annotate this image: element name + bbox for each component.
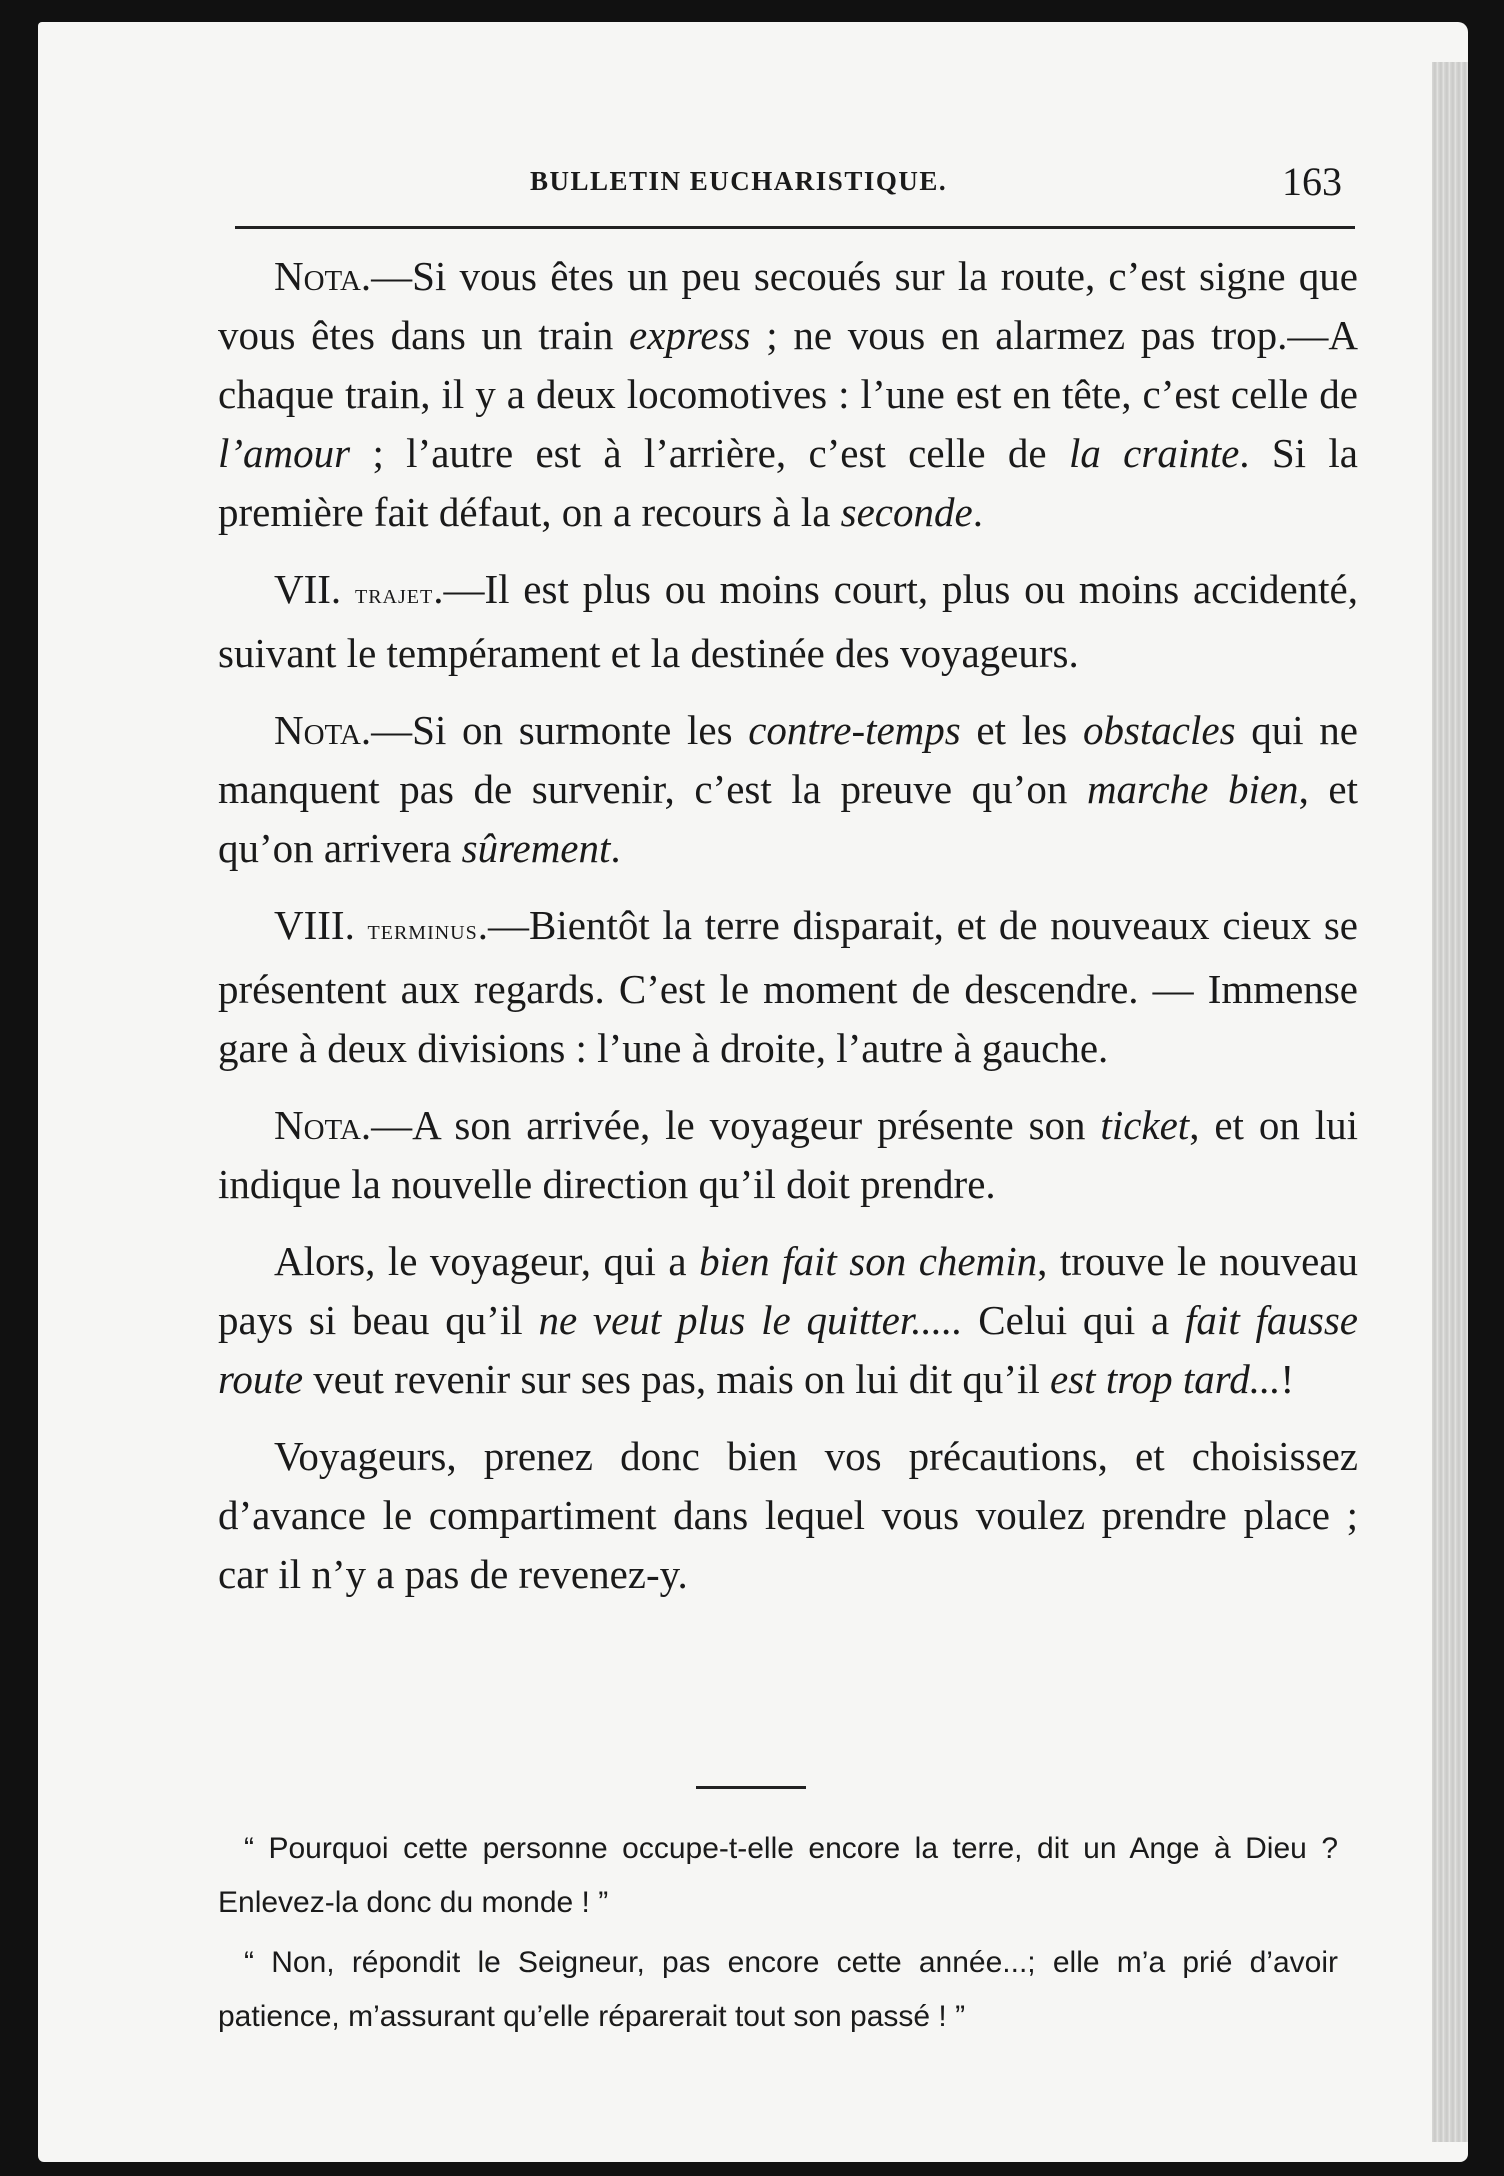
running-head (218, 140, 1358, 204)
paragraph-nota-1 (218, 247, 1358, 542)
text-run: .—Si on surmonte les (360, 707, 749, 753)
book-page (38, 22, 1468, 2162)
text-run: .—Si vous êtes un peu secoués sur la route, c’est signe que vous êtes dans un train (218, 253, 1358, 358)
text-run: , et qu’on arrivera (218, 766, 1358, 871)
paragraph-terminus (218, 896, 1358, 1078)
text-run: veut revenir sur ses pas, mais on lui dit qu’il (303, 1356, 1051, 1402)
italic-run: ne veut plus le quitter..... (538, 1297, 963, 1343)
page-edge-shadow (1432, 62, 1468, 2142)
section-divider (696, 1786, 806, 1789)
footnotes (218, 1822, 1338, 2050)
paragraph-trajet (218, 560, 1358, 683)
header-rule (235, 226, 1355, 229)
text-run: . Si la première fait défaut, on a recours à la (218, 430, 1358, 535)
footnote-2: “ Non, répondit le Seigneur, pas encore cette année...; elle m’a prié d’avoir patience, m’assurant qu’elle réparerait tout son passé ! ” (218, 1946, 1338, 2033)
nota-label: Nota (274, 253, 361, 299)
text-run: ! (1280, 1356, 1295, 1402)
italic-run: contre-temps (748, 707, 961, 753)
section-title: trajet (354, 579, 434, 610)
text-run: ; l’autre est à l’arrière, c’est celle de (350, 430, 1069, 476)
text-run: Celui qui a (962, 1297, 1186, 1343)
italic-run: bien fait son chemin (699, 1238, 1038, 1284)
italic-run: obstacles (1082, 707, 1236, 753)
italic-run: sûrement (461, 825, 611, 871)
italic-run: ticket (1100, 1102, 1190, 1148)
running-title: BULLETIN EUCHARISTIQUE. (530, 166, 948, 196)
text-run: , et on lui indique la nouvelle direction qu’il doit prendre. (218, 1102, 1359, 1207)
section-number: VII. (274, 566, 355, 612)
text-run: , trouve le nouveau pays si beau qu’il (218, 1238, 1358, 1343)
text-run: ; ne vous en alarmez pas trop.—A chaque train, il y a deux locomotives : l’une est en tête, c’est celle de (218, 312, 1359, 417)
footnote-1: “ Pourquoi cette personne occupe-t-elle encore la terre, dit un Ange à Dieu ? Enlevez-la donc du monde ! ” (218, 1832, 1338, 1919)
text-run: Alors, le voyageur, qui a (274, 1238, 700, 1284)
text-run: .—Il est plus ou moins court, plus ou moins accidenté, suivant le tempérament et la destinée des voyageurs. (218, 566, 1358, 676)
page-number: 163 (1282, 159, 1342, 204)
text-run: qui ne manquent pas de survenir, c’est la preuve qu’on (218, 707, 1359, 812)
italic-run: la crainte (1068, 430, 1240, 476)
italic-run: seconde (840, 489, 973, 535)
paragraph-nota-3 (218, 1096, 1358, 1214)
italic-run: est trop tard... (1050, 1356, 1281, 1402)
paragraph-alors (218, 1232, 1358, 1409)
text-run: .—Bientôt la terre disparait, et de nouveaux cieux se présentent aux regards. C’est le moment de descendre. — Immense gare à deux divisions : l’une à droite, l’autre à gauche. (218, 902, 1358, 1071)
body-text (218, 247, 1358, 1622)
paragraph-voyageurs: Voyageurs, prenez donc bien vos précautions, et choisissez d’avance le compartiment dans lequel vous voulez prendre place ; car il n’y a pas de revenez-y. (218, 1433, 1358, 1597)
text-run: .—A son arrivée, le voyageur présente son (360, 1102, 1101, 1148)
italic-run: marche bien (1086, 766, 1299, 812)
nota-label: Nota (274, 707, 361, 753)
text-run: . (972, 489, 983, 535)
text-run: et les (960, 707, 1083, 753)
section-number: VIII. (274, 902, 368, 948)
paragraph-nota-2 (218, 701, 1358, 878)
italic-run: express (629, 312, 751, 358)
nota-label: Nota (274, 1102, 361, 1148)
italic-run: l’amour (218, 430, 351, 476)
italic-run: fait fausse route (218, 1297, 1358, 1402)
text-run: . (610, 825, 621, 871)
section-title: terminus (367, 915, 478, 946)
